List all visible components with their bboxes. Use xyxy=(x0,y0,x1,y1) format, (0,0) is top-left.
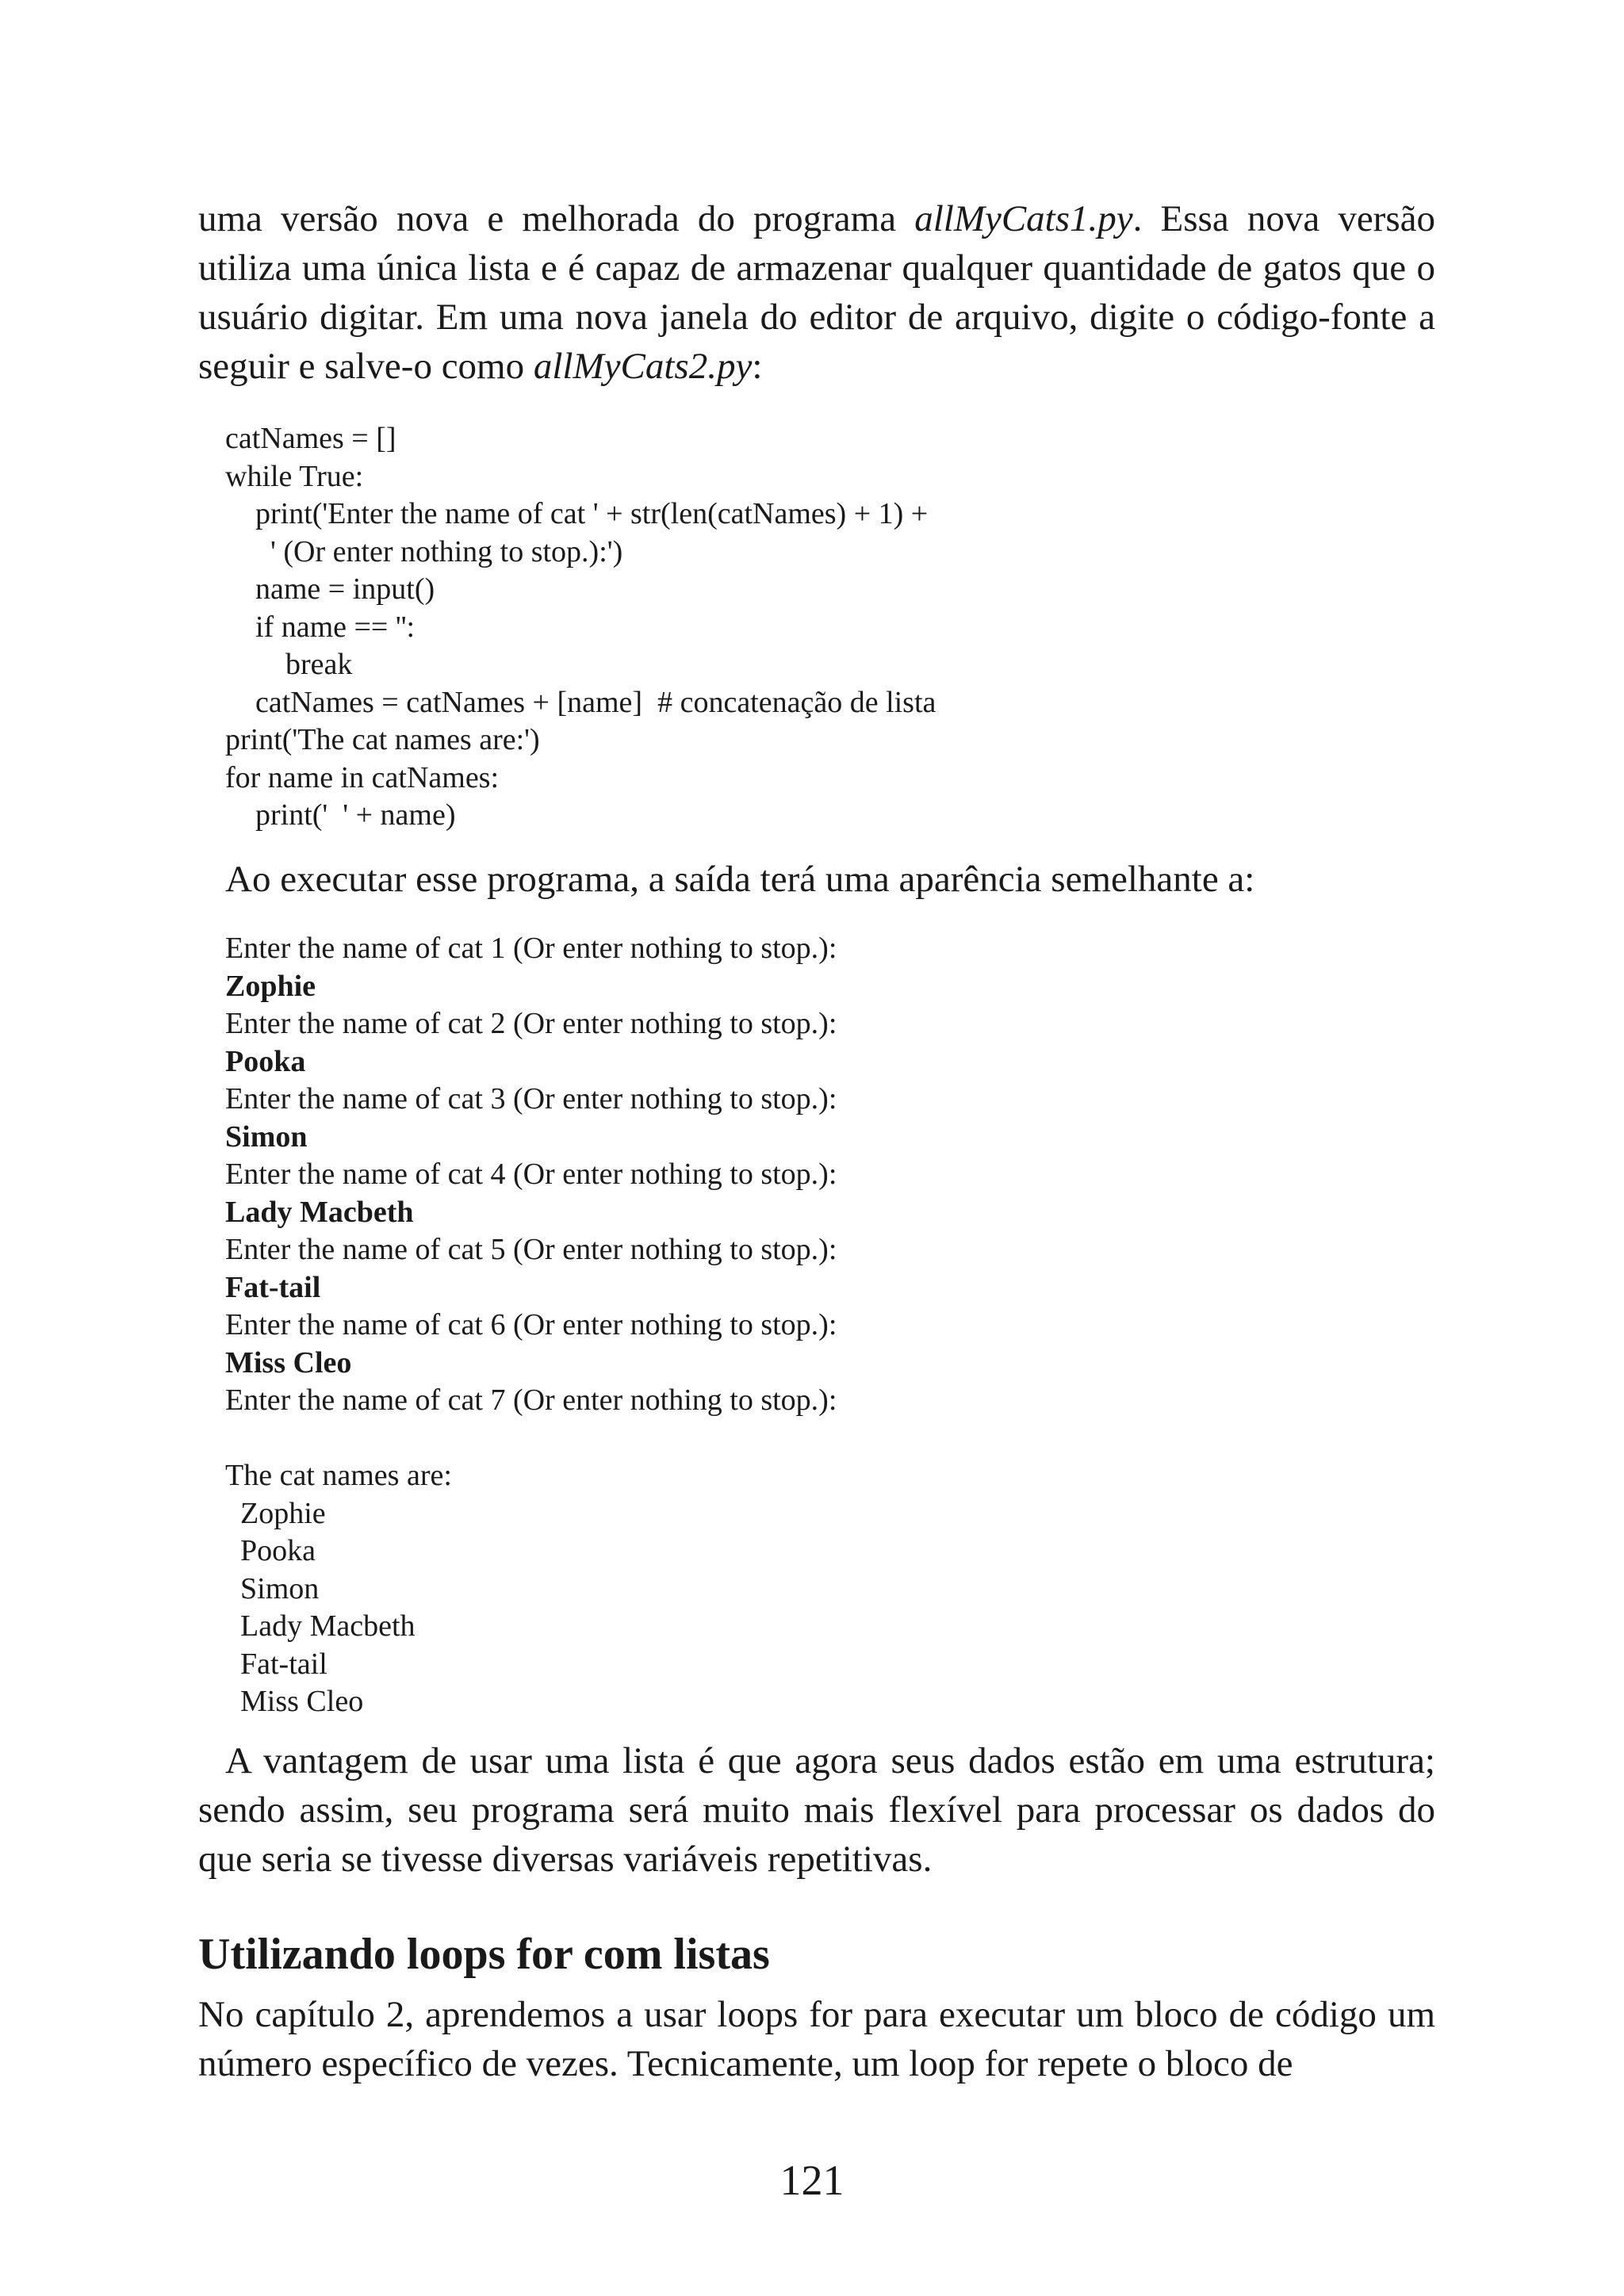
intro-paragraph xyxy=(198,194,1435,391)
code-line: print(' ' + name) xyxy=(225,798,456,832)
output-user-input: Fat-tail xyxy=(225,1270,321,1304)
output-user-input: Lady Macbeth xyxy=(225,1195,414,1229)
code-line: print('The cat names are:') xyxy=(225,723,540,756)
code-line: for name in catNames: xyxy=(225,760,500,794)
output-line xyxy=(225,1420,1415,1458)
output-user-input: Miss Cleo xyxy=(225,1345,352,1380)
output-line: Enter the name of cat 7 (Or enter nothing to stop.): xyxy=(225,1383,837,1417)
output-line: Lady Macbeth xyxy=(225,1609,416,1643)
intro-text-3: : xyxy=(752,346,763,387)
code-line: print('Enter the name of cat ' + str(len(catNames) + 1) + xyxy=(225,497,929,530)
code-line: ' (Or enter nothing to stop.):') xyxy=(225,534,623,568)
output-line: Pooka xyxy=(225,1534,316,1567)
code-listing xyxy=(225,420,1415,835)
output-user-input: Pooka xyxy=(225,1044,306,1078)
filename-allmycats1: allMyCats1.py xyxy=(914,198,1133,239)
filename-allmycats2: allMyCats2.py xyxy=(533,346,753,387)
intro-text-1: uma versão nova e melhorada do programa xyxy=(198,198,915,239)
output-line: Zophie xyxy=(225,1496,326,1530)
output-line: Miss Cleo xyxy=(225,1685,364,1718)
output-intro-paragraph: Ao executar esse programa, a saída terá uma aparência semelhante a: xyxy=(225,859,1255,900)
code-line: while True: xyxy=(225,459,364,493)
output-line: Enter the name of cat 4 (Or enter nothing to stop.): xyxy=(225,1158,837,1191)
code-line: if name == '': xyxy=(225,610,416,644)
code-line: catNames = [] xyxy=(225,422,396,455)
output-user-input: Simon xyxy=(225,1119,308,1154)
code-line: break xyxy=(225,648,353,681)
output-line: Simon xyxy=(225,1571,320,1605)
section-paragraph: No capítulo 2, aprendemos a usar loops for para executar um bloco de código um número específico de vezes. Tecnicamente, um loop for repete o bloco de xyxy=(198,1994,1435,2084)
output-line: Enter the name of cat 5 (Or enter nothing to stop.): xyxy=(225,1233,837,1266)
intro-text-2: . Essa nova versão utiliza uma única lista e é capaz de armazenar qualquer quantidade de gatos que o usuário digitar. Em uma nova janela do editor de arquivo, digite o código-fonte a seguir e salve-o como xyxy=(198,198,1435,387)
output-line: Enter the name of cat 6 (Or enter nothing to stop.): xyxy=(225,1308,837,1341)
output-line: Fat-tail xyxy=(225,1647,327,1681)
program-output xyxy=(225,930,1415,1721)
output-user-input: Zophie xyxy=(225,969,316,1003)
code-line: name = input() xyxy=(225,572,435,606)
page-number: 121 xyxy=(779,2156,845,2204)
code-line: catNames = catNames + [name] # concatenação de lista xyxy=(225,685,936,719)
output-line: Enter the name of cat 3 (Or enter nothing to stop.): xyxy=(225,1082,837,1115)
section-heading: Utilizando loops for com listas xyxy=(198,1930,770,1979)
output-line: Enter the name of cat 2 (Or enter nothing to stop.): xyxy=(225,1007,837,1040)
output-line: Enter the name of cat 1 (Or enter nothing to stop.): xyxy=(225,932,837,965)
output-line: The cat names are: xyxy=(225,1459,452,1492)
advantage-paragraph: A vantagem de usar uma lista é que agora seus dados estão em uma estrutura; sendo assim, seu programa será muito mais flexível para processar os dados do que seria se tivesse diversas variáveis repetitivas. xyxy=(198,1740,1435,1880)
